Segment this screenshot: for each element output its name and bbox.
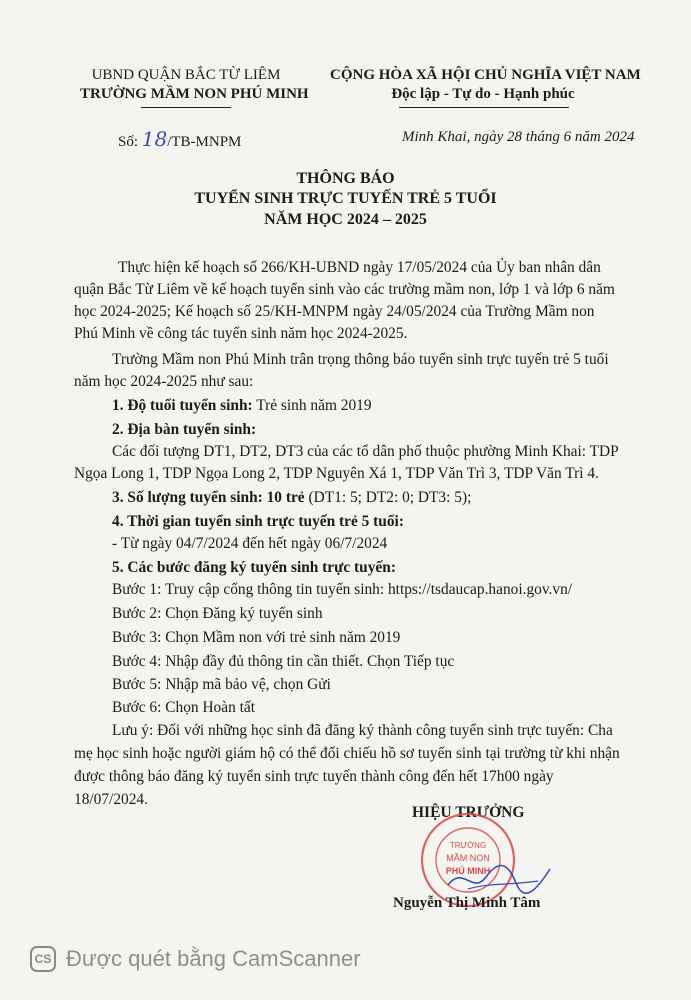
para1-line3: học 2024-2025; Kế hoạch số 25/KH-MNPM ngày 24/05/2024 của Trường Mầm non	[74, 303, 595, 320]
section-quota	[112, 487, 471, 509]
section-area-line1: Các đối tượng DT1, DT2, DT3 của các tổ dân phố thuộc phường Minh Khai: TDP	[112, 443, 619, 460]
motto-underline	[399, 107, 569, 108]
title-subject: TUYỂN SINH TRỰC TUYẾN TRẺ 5 TUỔI	[194, 190, 497, 207]
number-suffix: /TB-MNPM	[167, 134, 242, 150]
seal-line2: MẦM NON	[446, 853, 490, 863]
country-name: CỘNG HÒA XÃ HỘI CHỦ NGHĨA VIỆT NAM	[330, 67, 641, 83]
step-1: Bước 1: Truy cập cổng thông tin tuyển sinh: https://tsdaucap.hanoi.gov.vn/	[112, 581, 573, 598]
issuer-district: UBND QUẬN BẮC TỪ LIÊM	[91, 67, 281, 83]
seal-line1: TRƯỜNG	[449, 841, 487, 850]
para1-line1: Thực hiện kế hoạch số 266/KH-UBND ngày 17/05/2024 của Ủy ban nhân dân	[118, 259, 601, 276]
section-time-value: - Từ ngày 04/7/2024 đến hết ngày 06/7/2024	[112, 535, 388, 552]
document-number	[118, 127, 241, 151]
issuer-underline	[141, 107, 231, 108]
camscanner-watermark: Được quét bằng CamScanner	[66, 946, 361, 971]
step-2: Bước 2: Chọn Đăng ký tuyển sinh	[112, 605, 323, 622]
issuer-school: TRƯỜNG MẦM NON PHÚ MINH	[80, 86, 309, 102]
section-area-line2: Ngọa Long 1, TDP Ngọa Long 2, TDP Nguyên Xá 1, TDP Văn Trì 3, TDP Văn Trì 4.	[74, 465, 599, 482]
section-quota-label: 3. Số lượng tuyển sinh: 10 trẻ	[112, 489, 305, 506]
note-line2: mẹ học sinh hoặc người giám hộ có thể đối chiếu hồ sơ tuyển sinh tại trường từ khi nhận	[74, 745, 620, 762]
signer-name: Nguyễn Thị Minh Tâm	[393, 895, 541, 911]
step-5: Bước 5: Nhập mã bảo vệ, chọn Gửi	[112, 676, 331, 693]
step-4: Bước 4: Nhập đầy đủ thông tin cần thiết. Chọn Tiếp tục	[112, 653, 455, 670]
signer-role: HIỆU TRƯỞNG	[412, 804, 525, 821]
handwritten-number: 18	[141, 127, 168, 151]
step-6: Bước 6: Chọn Hoàn tất	[112, 699, 256, 716]
note-line4: 18/07/2024.	[74, 791, 148, 808]
section-age	[112, 395, 372, 417]
note-line3: được thông báo đăng ký tuyển sinh trực tuyến thành công đến hết 17h00 ngày	[74, 768, 554, 785]
section-time-label: 4. Thời gian tuyển sinh trực tuyến trẻ 5 tuổi:	[112, 513, 404, 530]
para2-line1: Trường Mầm non Phú Minh trân trọng thông báo tuyển sinh trực tuyến trẻ 5 tuổi	[112, 351, 609, 368]
step-3: Bước 3: Chọn Mầm non với trẻ sinh năm 2019	[112, 629, 401, 646]
section-age-label: 1. Độ tuổi tuyển sinh:	[112, 397, 253, 414]
para2-line2: năm học 2024-2025 như sau:	[74, 373, 254, 390]
camscanner-logo-icon: CS	[30, 946, 56, 972]
number-prefix: Số:	[118, 134, 139, 150]
section-area-label: 2. Địa bàn tuyển sinh:	[112, 421, 257, 438]
para1-line2: quận Bắc Từ Liêm về kế hoạch tuyển sinh vào các trường mầm non, lớp 1 và lớp 6 năm	[74, 281, 615, 298]
title-year: NĂM HỌC 2024 – 2025	[264, 211, 427, 228]
section-quota-value: (DT1: 5; DT2: 0; DT3: 5);	[304, 489, 472, 506]
motto: Độc lập - Tự do - Hạnh phúc	[391, 86, 575, 102]
para1-line4: Phú Minh về công tác tuyển sinh năm học 2024-2025.	[74, 325, 408, 342]
note-line1: Lưu ý: Đối với những học sinh đã đăng ký thành công tuyển sinh trực tuyến: Cha	[112, 722, 613, 739]
title-notice: THÔNG BÁO	[296, 170, 395, 187]
section-steps-label: 5. Các bước đăng ký tuyển sinh trực tuyến:	[112, 559, 396, 576]
seal-line3: PHÚ MINH	[445, 866, 491, 876]
place-date: Minh Khai, ngày 28 tháng 6 năm 2024	[402, 129, 635, 145]
section-age-value: Trẻ sinh năm 2019	[252, 397, 372, 414]
